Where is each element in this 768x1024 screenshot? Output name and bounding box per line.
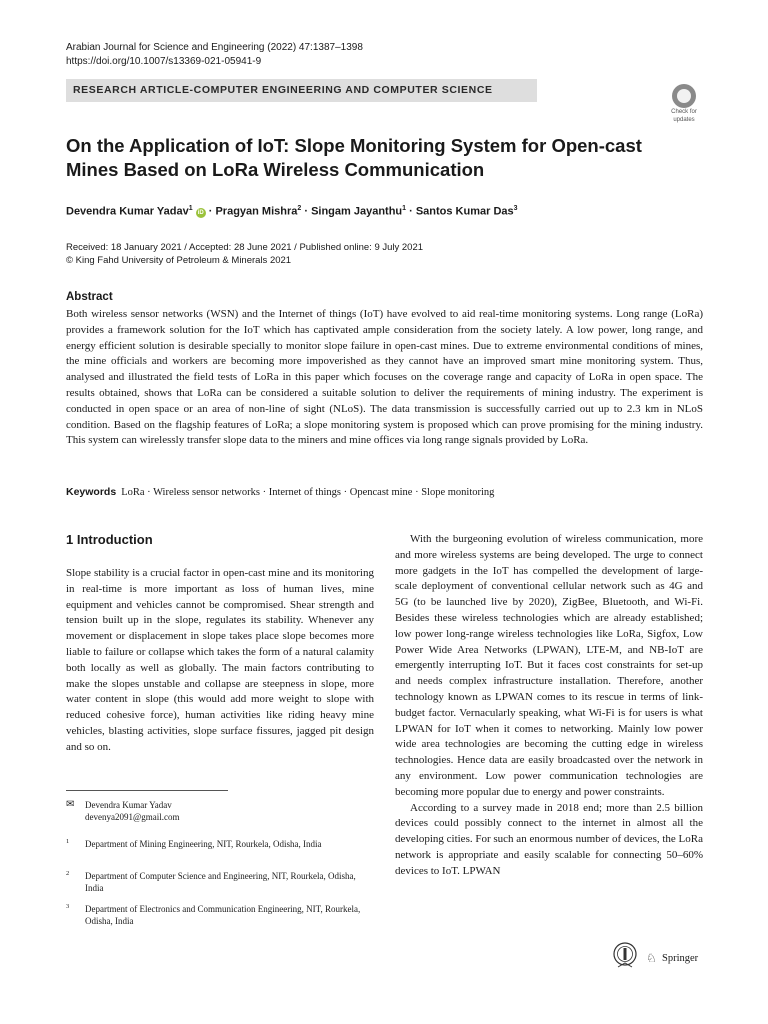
check-updates-text-1: Check for [671,109,697,115]
envelope-icon: ✉ [66,799,75,810]
abstract-text: Both wireless sensor networks (WSN) and the Internet of things (IoT) have evolved to aid real-time monitoring systems. Long range (LoRa) provides a framework solution for the IoT which has captivated ample consideration from the society lately. A low power, long range, and energy efficient solution is desirable specially to monitor slope failure in open-cast mines. Due to extreme environmental conditions of mines, the mine officials and workers are becoming more impoverished as they cannot have an improved smart mine monitoring system. Thus, analysed and illustrated the field tests of LoRa in this paper which focuses on the coverage range and capacity of LoRa in open space. The results obtained, shows that LoRa can be considered a suitable solution to deliver the requirements of mining industry. The experiment is conducted in open space or an area of non-line of sight (NLoS). The data transmission is successfully carried out up to 2.3 km in NLoS condition. Based on the flagship features of LoRa; a slope monitoring system is proposed which can prove promising for the mining industry. This system can wirelessly transfer slope data to the miners and mine offices via long range signals provided by LoRa. [66,308,703,447]
author-name[interactable]: Devendra Kumar Yadav [66,205,189,218]
affiliation-text: Department of Computer Science and Engineering, NIT, Rourkela, Odisha, India [85,871,356,893]
doi-link[interactable]: https://doi.org/10.1007/s13369-021-05941-9 [66,56,262,67]
affiliation-footnote [66,838,366,850]
check-updates-text-2: updates [673,116,695,123]
author-separator: · [205,205,216,218]
keywords-text: LoRa · Wireless sensor networks · Internet of things · Opencast mine · Slope monitoring [121,487,495,498]
corresponding-author-name: Devendra Kumar Yadav [85,800,172,810]
article-title: On the Application of IoT: Slope Monitoring System for Open-cast Mines Based on LoRa Wireless Communication [66,135,642,180]
section-heading-introduction: 1 Introduction [66,532,153,547]
intro-paragraph-left: Slope stability is a crucial factor in open-cast mine and its monitoring in real-time is more important as loss of human lives, mine equipment and vehicles cannot be compromised. Shear strength and tension built up in the slope, regulates its stability. Whenever any movement or displacement in slope takes place slope becomes more liable to failure or collapse which takes the form of a natural calamity both locally as well as globally. The main factors contributing to make the slopes unstable and collapse are steepness in slope, more water content in slope (this would add more weight to slope with reduced cohesive force), human activities like riding heavy mine vehicles, blasting activities, slope surface fissures, jagged pit design and so on. [66,567,374,753]
publisher-logo [612,940,708,976]
springer-horse-icon: ♘ [646,951,657,965]
check-for-updates-badge[interactable] [662,84,706,124]
author-affiliation: 2 [297,205,302,212]
affiliation-number: 2 [66,870,70,877]
author-separator: · [406,205,416,218]
check-updates-icon [672,84,696,108]
intro-column-right [395,532,703,880]
journal-reference [66,41,363,69]
intro-paragraph-right-1: With the burgeoning evolution of wireless communication, more and more wireless systems are being developed. The urge to connect more gadgets in the IoT has compelled the development of large-scale deployment of conventional cellular network such as 4G and 5G (to be launched live by 2020), ZigBee, Bluetooth, and Wi-Fi. Besides these wireless technologies which are already established; low power long-range wireless technologies like LoRa, Sigfox, Low Power Wide Area Networks (LPWAN), LTE-M, and NB-IoT are emergently interrupting IoT. But it faces cost constraints for set-up and needs complex infrastructure installation. Therefore, another technology known as LPWAN comes to its rescue in terms of link-budget factor. Vernacularly speaking, what Wi-Fi is for users is what LPWAN for IoT when it comes to networking. Mainly low power wide area technologies are becoming the cutting edge in wireless technologies. Hence data are easily broadcasted over the network in any environment. Low power communication technologies are becoming more popular due to energy and power constraints. [395,533,703,798]
author-name[interactable]: Singam Jayanthu [311,205,403,218]
copyright-line: © King Fahd University of Petroleum & Minerals 2021 [66,255,292,266]
affiliation-footnote [66,870,366,894]
abstract-heading: Abstract [66,291,113,303]
orcid-icon[interactable]: iD [197,209,204,216]
journal-citation: Arabian Journal for Science and Engineering (2022) 47:1387–1398 [66,42,363,53]
author-affiliation: 1 [188,205,193,212]
affiliation-text: Department of Mining Engineering, NIT, Rourkela, Odisha, India [85,839,322,849]
publisher-name: Springer [662,953,699,964]
author-affiliation: 3 [513,205,518,212]
intro-paragraph-right-2: According to a survey made in 2018 end; more than 2.5 billion devices could possibly connect to the internet in almost all the developing cities. For such an enormous number of devices, the LoRa network is appropriate and easily scalable for connecting 50–60% devices to IoT. LPWAN [395,801,703,877]
article-type-banner [66,79,537,102]
springer-seal-icon [612,940,638,970]
author-name[interactable]: Santos Kumar Das [415,205,514,218]
received-accepted-dates: Received: 18 January 2021 / Accepted: 28 June 2021 / Published online: 9 July 2021 [66,242,424,253]
affiliation-footnote [66,903,366,927]
affiliation-number: 1 [66,838,70,845]
author-list [66,205,518,218]
publication-history [66,241,423,267]
affiliation-number: 3 [66,903,70,910]
author-affiliation: 1 [402,205,407,212]
affiliation-text: Department of Electronics and Communication Engineering, NIT, Rourkela, Odisha, India [85,904,361,926]
keywords-label: Keywords [66,486,117,498]
author-name[interactable]: Pragyan Mishra [215,205,298,218]
author-separator: · [301,205,312,218]
keywords-line [66,486,494,498]
corresponding-author [66,799,366,823]
corresponding-author-email[interactable]: devenya2091@gmail.com [85,812,180,822]
article-type-label: RESEARCH ARTICLE-COMPUTER ENGINEERING AND COMPUTER SCIENCE [73,84,493,96]
footnote-divider [66,790,228,791]
